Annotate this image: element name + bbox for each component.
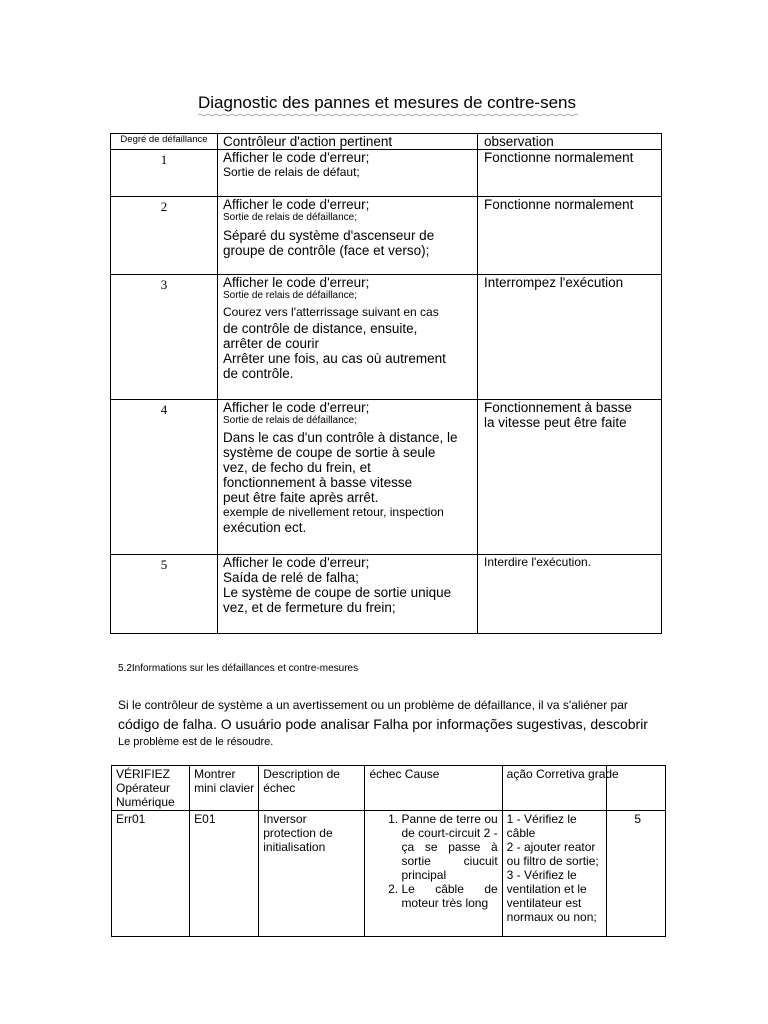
measures-table [111,765,666,937]
paragraph-line: Si le contrôleur de système a un avertissement ou un problème de défaillance, il va s'aliéner par [118,698,628,712]
observation-cell [478,197,662,275]
degree-cell: 3 [111,275,218,400]
document-title-text: Diagnostic des pannes et mesures de contre-sens [198,93,576,112]
code-cell: Err01 [112,811,190,937]
action-line: de contrôle. [223,366,294,381]
action-line: Afficher le code d'erreur; [223,275,370,290]
action-line: arrêter de courir [223,336,320,351]
header-cause: échec Cause [365,766,502,811]
table-row [111,400,662,555]
grade-cell: 5 [606,811,665,937]
observation-line: Interrompez l'exécution [484,275,624,290]
action-line: Arrêter une fois, au cas où autrement [223,351,446,366]
action-cell [502,811,606,937]
cause-item: 1. Panne de terre ou de court-circuit 2 - ça se passe à sortie ciucuit principal [401,812,497,882]
observation-line: Fonctionne normalement [484,150,634,165]
document-title [198,93,576,113]
header-corrective: ação Corretiva grade [502,766,606,811]
observation-cell [478,400,662,555]
action-line: peut être faite après arrêt. [223,490,379,505]
table-row [111,150,662,197]
table-header-row [112,766,666,811]
action-line: vez, de fecho du frein, et [223,460,371,475]
action-line: 3 - Vérifiez le ventilation et le ventilateur est normaux ou non; [506,868,597,924]
degree-cell: 1 [111,150,218,197]
cause-cell [365,811,502,937]
degree-cell: 5 [111,555,218,634]
observation-line: Interdire l'exécution. [484,555,592,569]
action-line: 1 - Vérifiez le câble [506,812,577,840]
degree-cell: 2 [111,197,218,275]
action-line: fonctionnement à basse vitesse [223,475,413,490]
action-line: groupe de contrôle (face et verso); [223,243,430,258]
action-line: Le système de coupe de sortie unique [223,585,452,600]
action-line: Afficher le code d'erreur; [223,197,370,212]
observation-cell [478,555,662,634]
action-line: Sortie de relais de défaillance; [223,290,357,301]
observation-line: Fonctionnement à basse [484,400,632,415]
observation-cell [478,275,662,400]
action-line: Courez vers l'atterrissage suivant en cas [223,305,439,319]
action-line: de contrôle de distance, ensuite, [223,321,418,336]
action-line: Afficher le code d'erreur; [223,400,370,415]
header-keyboard: Montrer mini clavier [190,766,259,811]
action-line: vez, et de fermeture du frein; [223,600,396,615]
header-observation: observation [478,134,662,150]
action-line: Afficher le code d'erreur; [223,150,370,165]
section-heading: 5.2Informations sur les défaillances et contre-mesures [118,663,359,674]
spellcheck-underline [198,113,578,117]
observation-line: Fonctionne normalement [484,197,634,212]
action-cell [218,197,478,275]
observation-line: la vitesse peut être faite [484,415,627,430]
action-line: exemple de nivellement retour, inspection [223,505,444,519]
header-degree: Degré de défaillance [111,134,218,150]
action-cell [218,400,478,555]
action-cell [218,555,478,634]
action-line: Afficher le code d'erreur; [223,555,370,570]
table-row [112,811,666,937]
description-cell: Inversor protection de initialisation [259,811,365,937]
action-cell [218,150,478,197]
action-line: Sortie de relais de défaillance; [223,415,357,426]
table-header-row [111,134,662,150]
header-action: Contrôleur d'action pertinent [218,134,478,150]
action-line: Sortie de relais de défaillance; [223,212,357,223]
diagnostic-table [110,133,662,634]
paragraph-line: Le problème est de le résoudre. [118,736,274,748]
observation-cell [478,150,662,197]
table-row [111,555,662,634]
header-operator: VÉRIFIEZ Opérateur Numérique [112,766,190,811]
action-line: exécution ect. [223,520,307,535]
table-row [111,275,662,400]
action-line: Saída de relé de falha; [223,570,359,585]
display-cell: E01 [190,811,259,937]
degree-cell: 4 [111,400,218,555]
action-line: Séparé du système d'ascenseur de [223,228,435,243]
action-cell [218,275,478,400]
action-line: Sortie de relais de défaut; [223,165,360,179]
action-line: 2 - ajouter reator ou filtro de sortie; [506,840,599,868]
action-line: Dans le cas d'un contrôle à distance, le [223,430,458,445]
paragraph-line: código de falha. O usuário pode analisar Falha por informações sugestivas, descobrir [118,716,648,732]
header-description: Description de échec [259,766,365,811]
table-row [111,197,662,275]
action-line: système de coupe de sortie à seule [223,445,436,460]
cause-item: 2. Le câble de moteur très long [401,882,497,910]
